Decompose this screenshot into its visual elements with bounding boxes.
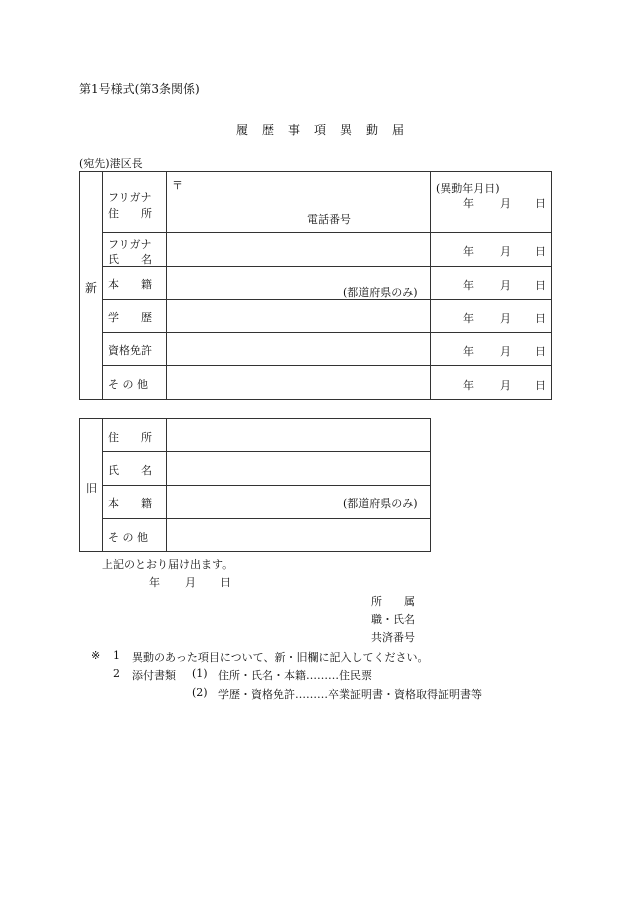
address-date-day: 日 (535, 197, 546, 210)
old-side-label: 旧 (86, 482, 97, 495)
new-honseki-label: 本 籍 (108, 278, 152, 291)
education-date-year: 年 (463, 312, 474, 325)
honseki-date-month: 月 (500, 279, 511, 292)
old-address-label: 住 所 (108, 431, 152, 444)
note1-text: 異動のあった項目について、新・旧欄に記入してください。 (132, 651, 429, 664)
address-furigana-label: フリガナ (108, 191, 152, 204)
new-address-field[interactable] (167, 233, 429, 265)
submit-date-month: 月 (185, 576, 196, 589)
affiliation-label: 所 属 (371, 595, 415, 608)
name-furigana-label: フリガナ (108, 238, 152, 251)
name-date-day: 日 (535, 245, 546, 258)
note2-item1-text: 住所・氏名・本籍………住民票 (218, 669, 372, 682)
name-date-month: 月 (500, 245, 511, 258)
education-date-month: 月 (500, 312, 511, 325)
note2-heading: 添付書類 (132, 669, 176, 682)
form-title: 履 歴 事 項 異 動 届 (236, 123, 406, 137)
submit-date-year: 年 (149, 576, 160, 589)
old-prefecture-note: (都道府県のみ) (343, 497, 418, 510)
other-date-year: 年 (463, 379, 474, 392)
note2-item2-number: (2) (192, 686, 208, 699)
new-other-label: そ の 他 (108, 378, 148, 391)
license-label: 資格免許 (108, 344, 152, 357)
license-date-year: 年 (463, 345, 474, 358)
note-mark: ※ (91, 649, 101, 662)
phone-label: 電話番号 (307, 213, 351, 226)
new-name-label: 氏 名 (108, 253, 152, 266)
name-date-year: 年 (463, 245, 474, 258)
honseki-date-day: 日 (535, 279, 546, 292)
license-date-month: 月 (500, 345, 511, 358)
other-date-day: 日 (535, 379, 546, 392)
addressee: (宛先)港区長 (79, 157, 143, 170)
change-date-label: (異動年月日) (436, 182, 500, 195)
other-date-month: 月 (500, 379, 511, 392)
address-date-month: 月 (500, 197, 511, 210)
mutual-aid-number-label: 共済番号 (371, 631, 415, 644)
position-name-label: 職・氏名 (371, 613, 415, 626)
note2-item1-number: (1) (192, 667, 208, 680)
submit-date-day: 日 (220, 576, 231, 589)
note2-number: 2 (113, 667, 120, 680)
education-label: 学 歴 (108, 311, 152, 324)
note2-item2-text: 学歴・資格免許………卒業証明書・資格取得証明書等 (218, 688, 482, 701)
license-date-day: 日 (535, 345, 546, 358)
education-date-day: 日 (535, 312, 546, 325)
old-name-label: 氏 名 (108, 464, 152, 477)
address-date-year: 年 (463, 197, 474, 210)
note1-number: 1 (113, 649, 120, 662)
new-address-label: 住 所 (108, 207, 152, 220)
old-other-label: そ の 他 (108, 531, 148, 544)
old-honseki-label: 本 籍 (108, 497, 152, 510)
form-number: 第1号様式(第3条関係) (79, 82, 200, 96)
new-prefecture-note: (都道府県のみ) (343, 286, 418, 299)
declaration-text: 上記のとおり届け出ます。 (102, 558, 234, 571)
postal-mark: 〒 (172, 179, 183, 192)
honseki-date-year: 年 (463, 279, 474, 292)
new-side-label: 新 (85, 281, 98, 295)
